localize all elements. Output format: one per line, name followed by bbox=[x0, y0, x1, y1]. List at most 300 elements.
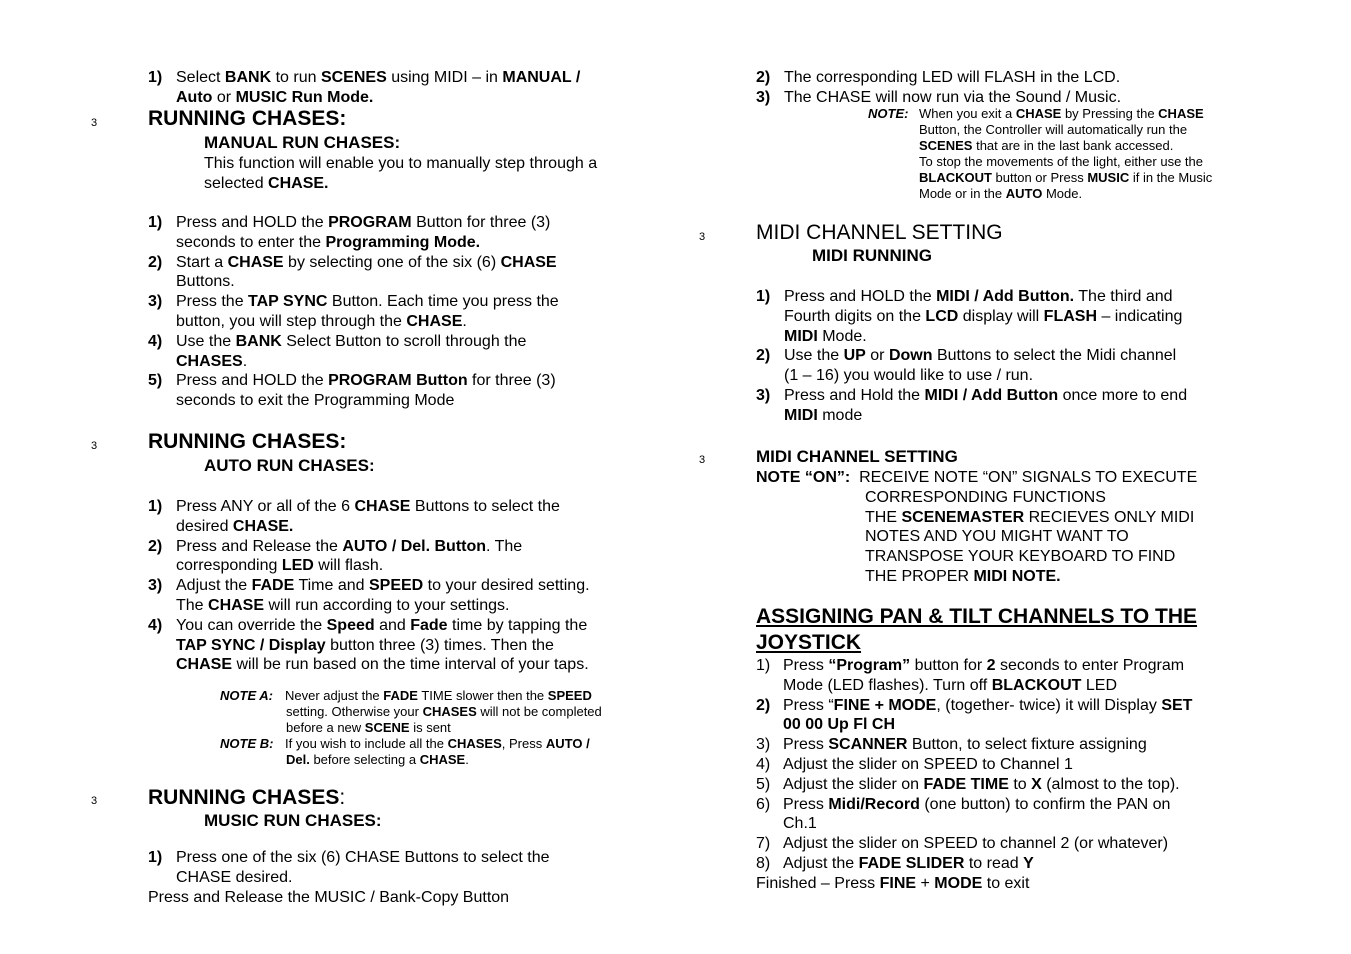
step-text bbox=[176, 537, 522, 577]
note-text bbox=[285, 688, 602, 736]
text-run: Adjust the slider on bbox=[783, 775, 924, 793]
text-run: Press ANY or all of the 6 bbox=[176, 498, 355, 515]
heading-text: RUNNING CHASES bbox=[148, 786, 340, 809]
text-line bbox=[784, 327, 1182, 347]
text-run: Adjust the bbox=[176, 577, 252, 595]
text-line bbox=[783, 735, 1147, 755]
text-line bbox=[176, 497, 560, 517]
note-label: NOTE B: bbox=[220, 736, 274, 751]
text-line bbox=[784, 287, 1182, 307]
step-text bbox=[784, 346, 1176, 386]
text-run: Press and Release the bbox=[176, 537, 343, 555]
margin-mark: 3 bbox=[699, 454, 706, 466]
step-number: 4) bbox=[148, 332, 163, 350]
text-run: Mode or in the bbox=[919, 186, 1006, 201]
note-on-label: NOTE “ON”: bbox=[756, 469, 851, 486]
text-run: X bbox=[1031, 775, 1042, 793]
text-run: using MIDI – in bbox=[386, 69, 503, 86]
text-run: SCENEMASTER bbox=[901, 508, 1025, 526]
text-run: RECIEVES ONLY MIDI bbox=[1024, 508, 1195, 526]
text-run: FADE SLIDER bbox=[858, 855, 965, 872]
text-line bbox=[919, 138, 1212, 154]
step-number: 4) bbox=[148, 616, 163, 634]
text-line bbox=[176, 213, 550, 233]
step-number: 1) bbox=[148, 69, 163, 86]
text-line bbox=[783, 834, 1168, 854]
text-run: Adjust the bbox=[783, 855, 859, 872]
text-run: PROGRAM bbox=[328, 214, 412, 231]
text-run: Finished – Press bbox=[756, 875, 880, 892]
step-text bbox=[176, 616, 589, 675]
text-run: MIDI NOTE. bbox=[973, 567, 1061, 585]
text-line bbox=[784, 68, 1120, 88]
text-run: Use the bbox=[784, 347, 844, 365]
text-run: MANUAL / bbox=[502, 69, 581, 86]
text-run: + bbox=[916, 875, 935, 892]
text-run: CHASE bbox=[176, 656, 233, 674]
text-run: time by tapping the bbox=[447, 616, 588, 634]
step-text bbox=[176, 371, 556, 411]
text-run: This function will enable you to manually step through a bbox=[204, 155, 598, 172]
note-text bbox=[285, 736, 590, 768]
text-run: FADE bbox=[251, 577, 295, 595]
text-line bbox=[176, 636, 589, 656]
text-run: Del. bbox=[286, 752, 310, 767]
text-run: TAP SYNC / Display bbox=[176, 636, 326, 654]
text-run: AUTO / Del. Button bbox=[342, 537, 487, 555]
text-run: The bbox=[176, 596, 209, 614]
text-run: Fade bbox=[410, 616, 448, 634]
text-run: Press bbox=[783, 795, 829, 813]
text-line bbox=[176, 537, 522, 557]
text-run: to exit bbox=[982, 875, 1030, 892]
text-run: MIDI bbox=[784, 406, 818, 424]
text-run: BANK bbox=[224, 69, 272, 86]
text-run: selected bbox=[204, 174, 269, 192]
text-run: If you wish to include all the bbox=[285, 736, 448, 751]
text-run: Press bbox=[783, 736, 829, 754]
subheading-auto: AUTO RUN CHASES: bbox=[204, 456, 375, 475]
note-on-text: RECEIVE NOTE “ON” SIGNALS TO EXECUTE bbox=[859, 469, 1198, 486]
text-line bbox=[919, 154, 1212, 170]
text-run: Mode. bbox=[1042, 186, 1083, 201]
text-run: Use the bbox=[176, 332, 236, 350]
step-text bbox=[783, 735, 1147, 755]
text-run: (one button) to confirm the PAN on bbox=[919, 795, 1171, 813]
step-text bbox=[176, 253, 557, 293]
text-run: , (together- twice) it will Display bbox=[936, 696, 1162, 714]
step-text bbox=[783, 834, 1168, 854]
text-run: SET bbox=[1161, 696, 1193, 714]
text-line bbox=[204, 174, 597, 194]
text-run: SPEED bbox=[368, 577, 424, 595]
text-run: CHASE desired. bbox=[176, 868, 293, 886]
text-run: or bbox=[212, 88, 236, 106]
text-line bbox=[176, 332, 526, 352]
text-run: Button for three (3) bbox=[411, 214, 551, 231]
step-number: 4) bbox=[756, 756, 771, 773]
text-run: that are in the last bank accessed. bbox=[972, 138, 1174, 153]
text-run: FADE bbox=[383, 688, 418, 703]
text-run: Fourth digits on the bbox=[784, 307, 926, 325]
text-run: to run bbox=[271, 69, 321, 86]
text-run: seconds to enter the bbox=[176, 233, 326, 251]
text-run: Time and bbox=[294, 577, 369, 595]
step-number: 5) bbox=[148, 372, 163, 390]
text-run: will run according to your settings. bbox=[264, 596, 510, 614]
text-line bbox=[784, 88, 1121, 108]
text-run: before selecting a bbox=[309, 752, 420, 767]
text-run: Press and Hold the bbox=[784, 387, 925, 404]
text-run: once more to end bbox=[1058, 387, 1188, 404]
note-text bbox=[919, 106, 1212, 202]
margin-mark: 3 bbox=[91, 795, 98, 807]
text-run: button or Press bbox=[991, 170, 1088, 185]
text-run: When you exit a bbox=[919, 106, 1016, 121]
heading-line-2: JOYSTICK bbox=[756, 631, 862, 654]
text-line bbox=[176, 556, 522, 576]
text-run: Press bbox=[783, 657, 829, 674]
text-run: LED bbox=[1081, 676, 1118, 694]
text-run: THE PROPER bbox=[865, 567, 974, 585]
text-line bbox=[176, 616, 589, 636]
step-text bbox=[784, 386, 1187, 426]
section-heading-auto: RUNNING CHASES: bbox=[148, 430, 347, 453]
text-run: Start a bbox=[176, 253, 228, 271]
section-heading-assign bbox=[756, 605, 1197, 655]
text-run: To stop the movements of the light, either use the bbox=[919, 154, 1203, 169]
text-run: Buttons to select the bbox=[410, 498, 560, 515]
text-run: Button. Each time you press the bbox=[327, 293, 559, 311]
text-run: FINE bbox=[879, 875, 917, 892]
text-run: FINE + MODE bbox=[833, 696, 937, 714]
margin-mark: 3 bbox=[699, 231, 706, 243]
text-run: seconds to exit the Programming Mode bbox=[176, 392, 455, 410]
text-run: Programming Mode. bbox=[325, 233, 481, 251]
text-run: Speed bbox=[326, 616, 375, 634]
step-text bbox=[176, 332, 526, 372]
text-run: Buttons. bbox=[176, 273, 235, 291]
step-number: 3) bbox=[756, 736, 771, 754]
text-run: seconds to enter Program bbox=[995, 657, 1185, 674]
text-run: Y bbox=[1023, 855, 1034, 872]
text-run: MIDI / Add Button bbox=[924, 387, 1059, 404]
text-line bbox=[919, 186, 1212, 202]
text-line bbox=[285, 704, 602, 720]
step-text bbox=[176, 576, 590, 616]
text-run: MODE bbox=[934, 875, 983, 892]
text-line bbox=[783, 755, 1073, 775]
section-heading-midi: MIDI CHANNEL SETTING bbox=[756, 221, 1003, 244]
text-run: BLACKOUT bbox=[919, 170, 992, 185]
text-line bbox=[176, 868, 550, 888]
section-heading-midi-note: MIDI CHANNEL SETTING bbox=[756, 447, 958, 466]
text-run: CHASE bbox=[354, 498, 411, 515]
text-line bbox=[176, 391, 556, 411]
text-run: and bbox=[374, 616, 411, 634]
step-number: 2) bbox=[148, 537, 163, 555]
text-run: before a new bbox=[286, 720, 365, 735]
text-run: CHASE bbox=[1158, 106, 1204, 121]
text-run: THE bbox=[865, 508, 902, 526]
assign-finish bbox=[756, 874, 1029, 894]
text-run: TIME slower then the bbox=[417, 688, 548, 703]
subheading-midi-running: MIDI RUNNING bbox=[812, 246, 932, 265]
text-run: (1 – 16) you would like to use / run. bbox=[784, 367, 1034, 385]
text-line bbox=[783, 775, 1180, 795]
step-text bbox=[783, 696, 1192, 736]
subheading-music: MUSIC RUN CHASES: bbox=[204, 811, 382, 830]
text-run: “Program” bbox=[828, 657, 911, 674]
text-line bbox=[783, 795, 1170, 815]
text-run: BANK bbox=[235, 332, 282, 350]
text-run: Never adjust the bbox=[285, 688, 384, 703]
text-line bbox=[176, 272, 557, 292]
text-run: Press “ bbox=[783, 696, 834, 714]
text-run: CHASES bbox=[422, 704, 477, 719]
text-run: The third and bbox=[1074, 288, 1173, 305]
text-line bbox=[865, 527, 1194, 547]
text-line bbox=[285, 736, 590, 752]
text-run: UP bbox=[843, 347, 866, 365]
text-run: to read bbox=[964, 855, 1024, 872]
step-text bbox=[176, 848, 550, 888]
step-text bbox=[176, 497, 560, 537]
text-run: will be run based on the time interval of your taps. bbox=[232, 656, 589, 674]
text-line bbox=[783, 814, 1170, 834]
step-number: 1) bbox=[148, 849, 163, 866]
text-run: by selecting one of the six (6) bbox=[283, 253, 501, 271]
text-run: Midi/Record bbox=[828, 795, 920, 813]
text-run: LED bbox=[281, 557, 314, 575]
text-run: setting. Otherwise your bbox=[286, 704, 423, 719]
text-line bbox=[176, 596, 590, 616]
step-text bbox=[784, 68, 1120, 88]
step-number: 1) bbox=[756, 288, 771, 305]
text-run: CORRESPONDING FUNCTIONS bbox=[865, 488, 1106, 506]
text-line bbox=[784, 406, 1187, 426]
text-run: – indicating bbox=[1097, 307, 1183, 325]
text-run: Adjust the slider on SPEED to Channel 1 bbox=[783, 756, 1073, 773]
text-run: TAP SYNC bbox=[248, 293, 328, 311]
section-heading-music bbox=[148, 786, 345, 810]
text-line bbox=[176, 88, 580, 108]
text-line bbox=[919, 170, 1212, 186]
text-line bbox=[919, 122, 1212, 138]
text-line bbox=[176, 517, 560, 537]
step-number: 8) bbox=[756, 855, 771, 872]
text-run: Down bbox=[888, 347, 933, 365]
text-run: 00 00 Up Fl CH bbox=[783, 716, 896, 734]
text-line bbox=[176, 655, 589, 675]
heading-line-1: ASSIGNING PAN & TILT CHANNELS TO THE bbox=[756, 605, 1198, 628]
text-run: Adjust the slider on SPEED to channel 2 (or whatever) bbox=[783, 835, 1169, 853]
text-line bbox=[285, 720, 602, 736]
section-heading-manual: RUNNING CHASES: bbox=[148, 107, 347, 130]
text-line bbox=[865, 567, 1194, 587]
text-run: will flash. bbox=[313, 557, 384, 575]
step-number: 1) bbox=[756, 657, 771, 674]
text-run: will not be completed bbox=[476, 704, 602, 719]
manual-description bbox=[204, 154, 597, 194]
step-text bbox=[783, 775, 1180, 795]
text-line bbox=[204, 154, 597, 174]
step-text bbox=[176, 68, 580, 108]
text-run: is sent bbox=[409, 720, 451, 735]
text-line bbox=[176, 253, 557, 273]
text-run: mode bbox=[817, 406, 863, 424]
text-run: CHASE bbox=[227, 253, 284, 271]
note-on-first-line bbox=[756, 468, 1197, 488]
text-run: SCENE bbox=[364, 720, 410, 735]
text-line bbox=[176, 292, 559, 312]
text-run: The corresponding LED will FLASH in the LCD. bbox=[784, 69, 1121, 86]
step-number: 5) bbox=[756, 775, 771, 793]
text-run: . bbox=[465, 752, 469, 767]
text-run: desired bbox=[176, 517, 233, 535]
text-line bbox=[176, 371, 556, 391]
text-run: , Press bbox=[501, 736, 546, 751]
text-line bbox=[784, 307, 1182, 327]
text-run: Press and HOLD the bbox=[176, 372, 329, 390]
step-number: 3) bbox=[756, 88, 771, 106]
text-line bbox=[783, 854, 1034, 874]
text-line bbox=[783, 696, 1192, 716]
text-run: AUTO bbox=[1005, 186, 1043, 201]
text-line bbox=[865, 508, 1194, 528]
step-number: 2) bbox=[148, 253, 163, 271]
text-run: MUSIC Run Mode. bbox=[235, 88, 374, 106]
text-run: CHASE bbox=[500, 253, 557, 271]
text-run: MIDI / Add Button. bbox=[936, 288, 1075, 305]
text-run: display will bbox=[958, 307, 1044, 325]
text-run: Mode. bbox=[817, 327, 867, 345]
step-number: 3) bbox=[148, 577, 163, 595]
step-text bbox=[783, 795, 1170, 835]
step-number: 7) bbox=[756, 835, 771, 853]
text-run: CHASE bbox=[208, 596, 265, 614]
note-label: NOTE: bbox=[868, 106, 909, 121]
text-run: 2 bbox=[986, 657, 996, 674]
text-run: FADE TIME bbox=[923, 775, 1009, 793]
text-run: if in the Music bbox=[1129, 170, 1213, 185]
text-run: by Pressing the bbox=[1061, 106, 1159, 121]
step-text bbox=[783, 755, 1073, 775]
text-line bbox=[784, 386, 1187, 406]
text-line bbox=[176, 312, 559, 332]
text-run: TRANSPOSE YOUR KEYBOARD TO FIND bbox=[865, 548, 1176, 566]
text-run: (almost to the top). bbox=[1041, 775, 1180, 793]
text-run: MUSIC bbox=[1087, 170, 1130, 185]
text-line bbox=[919, 106, 1212, 122]
text-run: The CHASE will now run via the Sound / Music. bbox=[784, 88, 1122, 106]
text-run: BLACKOUT bbox=[991, 676, 1082, 694]
margin-mark: 3 bbox=[91, 440, 98, 452]
step-text bbox=[176, 213, 550, 253]
text-line bbox=[176, 848, 550, 868]
text-run: CHASE bbox=[1015, 106, 1062, 121]
text-run: to your desired setting. bbox=[423, 577, 590, 595]
text-run: FLASH bbox=[1043, 307, 1097, 325]
step-text bbox=[784, 287, 1182, 346]
step-text bbox=[783, 854, 1034, 874]
text-run: . The bbox=[486, 537, 523, 555]
step-text bbox=[176, 292, 559, 332]
text-run: Press and HOLD the bbox=[176, 214, 329, 231]
text-run: . bbox=[462, 312, 467, 330]
text-run: button for bbox=[910, 657, 987, 674]
text-line bbox=[783, 656, 1184, 676]
step-number: 1) bbox=[148, 214, 163, 231]
text-run: SCENES bbox=[919, 138, 973, 153]
text-run: SCANNER bbox=[828, 736, 908, 754]
text-run: Ch.1 bbox=[783, 815, 817, 833]
text-line bbox=[865, 488, 1194, 508]
subheading-manual: MANUAL RUN CHASES: bbox=[204, 133, 401, 152]
text-line bbox=[783, 676, 1184, 696]
step-number: 6) bbox=[756, 795, 771, 813]
step-number: 2) bbox=[756, 69, 771, 86]
text-line bbox=[285, 752, 590, 768]
text-line bbox=[784, 366, 1176, 386]
step-number: 3) bbox=[148, 293, 163, 311]
text-line bbox=[176, 576, 590, 596]
text-run: corresponding bbox=[176, 557, 282, 575]
text-line bbox=[783, 715, 1192, 735]
text-run: MIDI bbox=[784, 327, 818, 345]
text-run: Button, to select fixture assigning bbox=[907, 736, 1147, 754]
text-run: Button, the Controller will automatically run the bbox=[919, 122, 1188, 137]
text-line bbox=[784, 346, 1176, 366]
text-run: PROGRAM Button bbox=[328, 372, 468, 390]
text-run: Press the bbox=[176, 293, 249, 311]
text-run: CHASE bbox=[406, 312, 463, 330]
text-run: button three (3) times. Then the bbox=[325, 636, 554, 654]
text-run: . bbox=[242, 352, 248, 370]
text-run: Press one of the six (6) CHASE Buttons to select the bbox=[176, 849, 550, 866]
text-run: Mode (LED flashes). Turn off bbox=[783, 676, 992, 694]
step-number: 2) bbox=[756, 347, 771, 365]
text-run: Auto bbox=[176, 88, 213, 106]
text-run: SPEED bbox=[547, 688, 592, 703]
text-run: You can override the bbox=[176, 616, 327, 634]
text-line bbox=[865, 547, 1194, 567]
text-run: LCD bbox=[925, 307, 959, 325]
text-run: Press and HOLD the bbox=[784, 288, 937, 305]
text-run: CHASES bbox=[447, 736, 502, 751]
text-run: CHASE. bbox=[232, 517, 294, 535]
text-run: Select Button to scroll through the bbox=[281, 332, 527, 350]
step-number: 2) bbox=[756, 696, 771, 714]
note-label: NOTE A: bbox=[220, 688, 273, 703]
text-run: Buttons to select the Midi channel bbox=[932, 347, 1177, 365]
margin-mark: 3 bbox=[91, 117, 98, 129]
text-run: or bbox=[865, 347, 889, 365]
text-run: SCENES bbox=[320, 69, 387, 86]
text-line bbox=[176, 233, 550, 253]
step-number: 3) bbox=[756, 387, 771, 404]
step-text bbox=[783, 656, 1184, 696]
text-run: CHASES bbox=[176, 352, 243, 370]
text-run: for three (3) bbox=[467, 372, 556, 390]
note-on-continuation bbox=[865, 488, 1194, 587]
step-text bbox=[784, 88, 1121, 108]
text-run: AUTO / bbox=[545, 736, 590, 751]
text-line bbox=[176, 68, 580, 88]
text-run: to bbox=[1008, 775, 1032, 793]
text-run: NOTES AND YOU MIGHT WANT TO bbox=[865, 528, 1129, 546]
music-trailer: Press and Release the MUSIC / Bank-Copy Button bbox=[148, 889, 510, 906]
